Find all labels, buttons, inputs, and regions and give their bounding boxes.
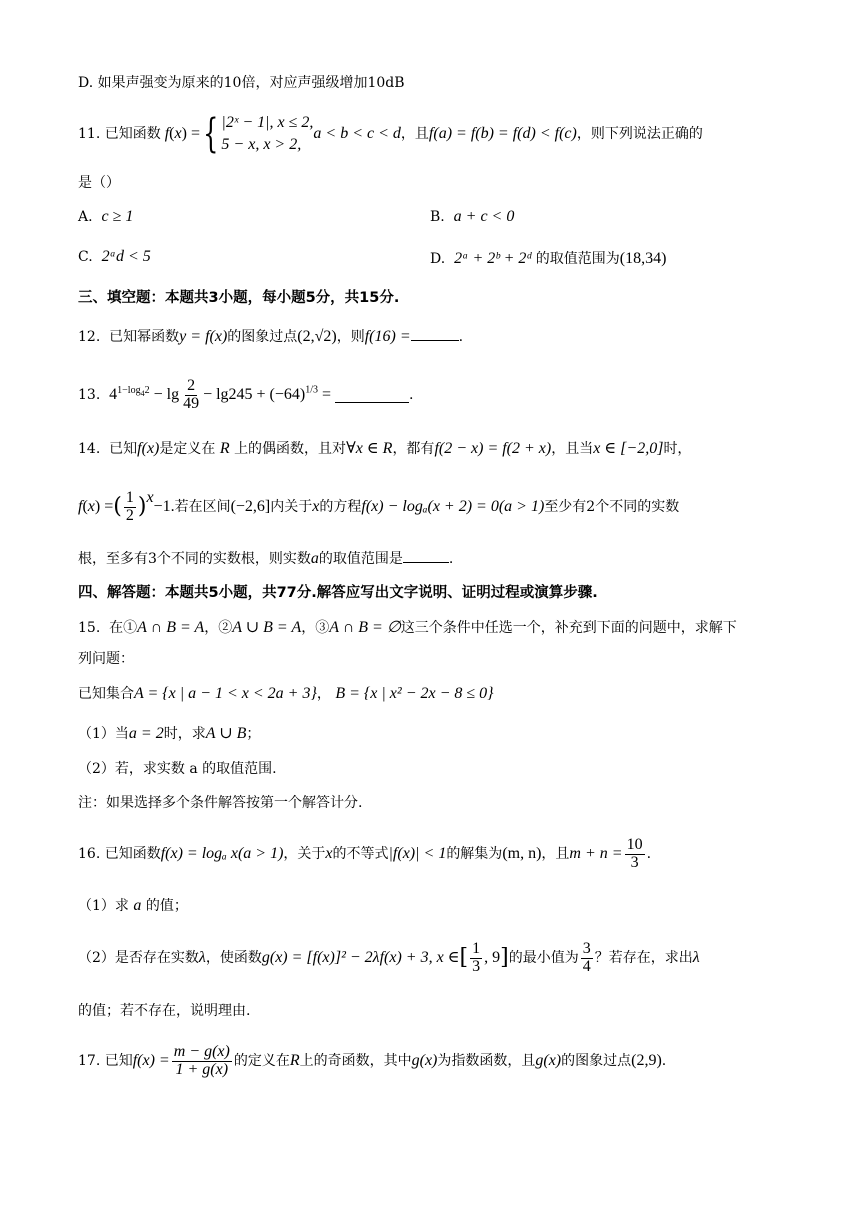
question-14-line3: 根，至多有3个不同的实数根，则实数a的取值范围是 . <box>78 550 454 567</box>
question-16: 16. 已知函数 f(x) = logₐ x(a > 1) ，关于 x 的不等式 |f(x)| < 1 的解集为 (m, n) ，且 m + n = $\frac{10}{3}$ . <box>78 835 652 871</box>
question-15: 15. 在①A ∩ B = A，②A ∪ B = A，③A ∩ B = ∅这三个条件中任选一个，补充到下面的问题中，求解下 <box>78 619 737 636</box>
answer-blank[interactable] <box>335 388 409 403</box>
question-17: 17. 已知 f(x) = $\frac{m - g(x)}{1 + g(x)}$ 的定义在 R 上的奇函数，其中 g(x) 为指数函数，且 g(x) 的图象过点 (2,9) . <box>78 1042 667 1078</box>
prev-option-d: D. 如果声强变为原来的10倍，对应声强级增加10dB <box>78 75 405 91</box>
question-13: 13. $4^{1-log_42} - \lg$ $\frac{2}{49}$ − $\lg 245 + (-64)^{1/3}$ = . <box>78 376 414 412</box>
question-15-part2: （2）若，求实数 a 的取值范围. <box>78 761 277 777</box>
q11-option-c[interactable]: C. 2ᵃd < 5 <box>78 248 151 265</box>
question-14-line2: f ( x ) = ( $\frac{1}{2}$ ) x −1. 若在区间 (−2,6] 内关于 x 的方程 f(x) − logₐ(x + 2) = 0(a > 1) 至少有2个不同的实数 <box>78 488 680 524</box>
piecewise-function: { |2ˣ − 1|, x ≤ 2, 5 − x, x > 2, <box>203 111 314 157</box>
answer-blank[interactable] <box>411 326 459 341</box>
answer-blank[interactable] <box>403 548 449 563</box>
question-15-sets: 已知集合A = {x | a − 1 < x < 2a + 3}， B = {x | x² − 2x − 8 ≤ 0} <box>78 685 494 702</box>
question-11-cont: 是（） <box>78 175 120 191</box>
question-16-cont: 的值；若不存在，说明理由. <box>78 1003 251 1019</box>
question-15-note: 注：如果选择多个条件解答按第一个解答计分. <box>78 795 363 811</box>
question-16-part1: （1）求 a 的值； <box>78 897 188 914</box>
section-4-heading: 四、解答题：本题共5小题，共77分.解答应写出文字说明、证明过程或演算步骤. <box>78 585 598 601</box>
q11-option-a[interactable]: A. c ≥ 1 <box>78 208 134 225</box>
question-15-cont: 列问题： <box>78 651 134 667</box>
question-11: 11. 已知函数 f ( x ) = { |2ˣ − 1|, x ≤ 2, 5 − x, x > 2, a < b < c < d ，且 f(a) = f(b) = f(d) < f(c) ，则下列说法正确的 <box>78 111 703 157</box>
question-15-part1: （1）当a = 2时，求A ∪ B； <box>78 725 261 742</box>
q11-option-d[interactable]: D. 2ᵃ + 2ᵇ + 2ᵈ 的取值范围为(18,34) <box>430 250 667 267</box>
section-3-heading: 三、填空题：本题共3小题，每小题5分，共15分. <box>78 290 400 306</box>
question-14: 14. 已知f(x)是定义在 R 上的偶函数，且对∀x ∈ R，都有f(2 − x) = f(2 + x)，且当x ∈ [−2,0]时， <box>78 440 692 457</box>
question-12: 12. 已知幂函数y = f(x)的图象过点(2,√2)，则f(16) = . <box>78 328 464 345</box>
q11-option-b[interactable]: B. a + c < 0 <box>430 208 515 225</box>
question-16-part2: （2）是否存在实数 λ ，使函数 g(x) = [f(x)]² − 2λf(x) + 3, x ∈ [ $\frac{1}{3}$ , 9 ] 的最小值为 $\frac{3}{4}$ ？若存在，求出 λ <box>78 939 700 975</box>
